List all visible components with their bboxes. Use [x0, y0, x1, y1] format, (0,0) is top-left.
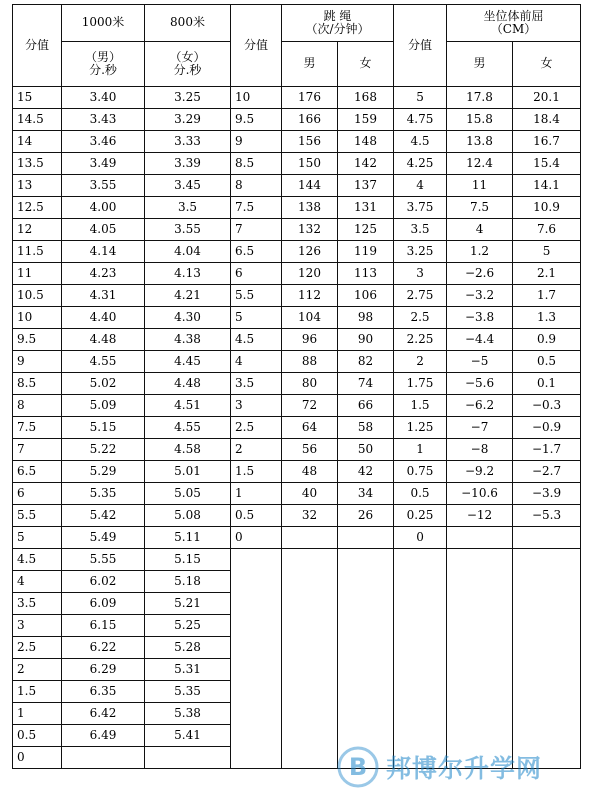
reach-female-cell: −2.7 — [513, 461, 581, 483]
run-1000m-cell: 5.42 — [62, 505, 145, 527]
header-rope — [282, 5, 394, 42]
run-score-cell: 10.5 — [13, 285, 62, 307]
rope-male-cell: 144 — [282, 175, 338, 197]
header-score-run: 分值 — [13, 5, 62, 87]
table-row — [13, 439, 581, 461]
rope-score-cell: 1 — [231, 483, 282, 505]
run-score-cell: 0 — [13, 747, 62, 769]
rope-male-cell: 48 — [282, 461, 338, 483]
table-row — [13, 373, 581, 395]
reach-female-cell: −3.9 — [513, 483, 581, 505]
run-1000m-cell: 6.02 — [62, 571, 145, 593]
run-score-cell: 3 — [13, 615, 62, 637]
table-row — [13, 131, 581, 153]
rope-female-cell: 113 — [338, 263, 394, 285]
run-score-cell: 9.5 — [13, 329, 62, 351]
header-row-2 — [13, 42, 581, 87]
reach-male-cell: 17.8 — [447, 87, 513, 109]
run-1000m-cell: 6.49 — [62, 725, 145, 747]
rope-male-cell: 120 — [282, 263, 338, 285]
rope-male-cell: 150 — [282, 153, 338, 175]
run-1000m-cell: 5.09 — [62, 395, 145, 417]
rope-score-cell: 5.5 — [231, 285, 282, 307]
rope-female-cell: 137 — [338, 175, 394, 197]
reach-score-cell: 4 — [394, 175, 447, 197]
rope-male-cell: 166 — [282, 109, 338, 131]
run-score-cell: 15 — [13, 87, 62, 109]
rope-female-cell: 106 — [338, 285, 394, 307]
header-score-rope: 分值 — [231, 5, 282, 87]
header-1000m-gender: （男） — [84, 49, 121, 64]
reach-male-cell: −9.2 — [447, 461, 513, 483]
header-rope-unit: （次/分钟） — [305, 22, 370, 36]
run-800m-cell: 5.21 — [145, 593, 231, 615]
rope-male-cell: 176 — [282, 87, 338, 109]
run-score-cell: 8.5 — [13, 373, 62, 395]
run-1000m-cell: 4.48 — [62, 329, 145, 351]
run-800m-cell: 5.31 — [145, 659, 231, 681]
reach-female-cell: −5.3 — [513, 505, 581, 527]
reach-score-cell: 1.75 — [394, 373, 447, 395]
run-score-cell: 2.5 — [13, 637, 62, 659]
header-1000m: 1000米 — [62, 5, 145, 42]
reach-male-cell: 11 — [447, 175, 513, 197]
watermark-logo-letter: B — [348, 753, 368, 781]
run-1000m-cell: 3.40 — [62, 87, 145, 109]
run-1000m-cell: 5.02 — [62, 373, 145, 395]
rope-score-cell: 5 — [231, 307, 282, 329]
reach-female-cell: 14.1 — [513, 175, 581, 197]
reach-score-cell: 2.25 — [394, 329, 447, 351]
run-800m-cell: 4.55 — [145, 417, 231, 439]
run-score-cell: 12 — [13, 219, 62, 241]
table-row — [13, 549, 581, 571]
table-row — [13, 285, 581, 307]
watermark — [336, 744, 580, 790]
watermark-logo-icon — [336, 745, 380, 789]
rope-score-cell: 9 — [231, 131, 282, 153]
table-row — [13, 109, 581, 131]
run-score-cell: 4 — [13, 571, 62, 593]
run-1000m-cell: 6.42 — [62, 703, 145, 725]
reach-male-cell: −6.2 — [447, 395, 513, 417]
run-800m-cell: 5.25 — [145, 615, 231, 637]
reach-female-cell: 0.5 — [513, 351, 581, 373]
run-800m-cell: 4.48 — [145, 373, 231, 395]
reach-female-cell: 1.7 — [513, 285, 581, 307]
header-rope-female: 女 — [338, 42, 394, 87]
header-rope-title: 跳 绳 — [323, 8, 352, 23]
reach-male-cell: 13.8 — [447, 131, 513, 153]
run-score-cell: 11.5 — [13, 241, 62, 263]
reach-female-cell: 16.7 — [513, 131, 581, 153]
reach-score-cell: 0 — [394, 527, 447, 549]
rope-male-cell: 156 — [282, 131, 338, 153]
rope-score-cell: 3.5 — [231, 373, 282, 395]
reach-male-cell: 15.8 — [447, 109, 513, 131]
rope-score-cell: 8.5 — [231, 153, 282, 175]
table-row — [13, 483, 581, 505]
table-row — [13, 241, 581, 263]
reach-score-cell: 2.75 — [394, 285, 447, 307]
rope-female-cell: 125 — [338, 219, 394, 241]
rope-female-cell: 90 — [338, 329, 394, 351]
rope-female-cell: 98 — [338, 307, 394, 329]
run-score-cell: 13.5 — [13, 153, 62, 175]
run-800m-cell: 5.41 — [145, 725, 231, 747]
rope-male-cell: 72 — [282, 395, 338, 417]
rope-female-cell: 66 — [338, 395, 394, 417]
reach-male-cell: −8 — [447, 439, 513, 461]
header-reach-title: 坐位体前屈 — [483, 8, 544, 23]
reach-male-cell: −2.6 — [447, 263, 513, 285]
header-rope-male: 男 — [282, 42, 338, 87]
reach-score-empty-cell — [394, 549, 447, 769]
watermark-text: 邦博尔升学网 — [386, 754, 543, 783]
reach-score-cell: 4.5 — [394, 131, 447, 153]
reach-female-cell: −0.3 — [513, 395, 581, 417]
run-800m-cell: 4.51 — [145, 395, 231, 417]
header-800m-unit: 分.秒 — [173, 63, 202, 77]
run-800m-cell: 3.5 — [145, 197, 231, 219]
reach-female-cell: 7.6 — [513, 219, 581, 241]
run-1000m-cell: 3.43 — [62, 109, 145, 131]
rope-male-cell: 132 — [282, 219, 338, 241]
run-1000m-cell: 5.15 — [62, 417, 145, 439]
reach-score-cell: 3 — [394, 263, 447, 285]
reach-score-cell: 4.25 — [394, 153, 447, 175]
run-score-cell: 5 — [13, 527, 62, 549]
run-score-cell: 8 — [13, 395, 62, 417]
reach-score-cell: 4.75 — [394, 109, 447, 131]
header-reach-female: 女 — [513, 42, 581, 87]
run-800m-cell: 5.38 — [145, 703, 231, 725]
run-1000m-cell: 5.49 — [62, 527, 145, 549]
rope-male-cell: 126 — [282, 241, 338, 263]
run-800m-cell: 4.04 — [145, 241, 231, 263]
reach-score-cell: 1.5 — [394, 395, 447, 417]
table-row — [13, 505, 581, 527]
reach-male-cell: 7.5 — [447, 197, 513, 219]
reach-female-cell: 5 — [513, 241, 581, 263]
rope-male-cell: 138 — [282, 197, 338, 219]
run-800m-cell: 5.35 — [145, 681, 231, 703]
run-score-cell: 14 — [13, 131, 62, 153]
run-score-cell: 13 — [13, 175, 62, 197]
reach-male-cell: 12.4 — [447, 153, 513, 175]
reach-female-cell: 2.1 — [513, 263, 581, 285]
rope-female-cell: 168 — [338, 87, 394, 109]
rope-male-cell: 112 — [282, 285, 338, 307]
reach-score-cell: 3.75 — [394, 197, 447, 219]
rope-male-empty-cell — [282, 549, 338, 769]
table-row — [13, 351, 581, 373]
reach-female-cell: 20.1 — [513, 87, 581, 109]
header-1000m-sub — [62, 42, 145, 87]
table-row — [13, 219, 581, 241]
rope-female-cell: 148 — [338, 131, 394, 153]
reach-male-cell: −10.6 — [447, 483, 513, 505]
run-1000m-cell: 3.55 — [62, 175, 145, 197]
run-1000m-cell: 6.09 — [62, 593, 145, 615]
header-800m-sub — [145, 42, 231, 87]
run-score-cell: 3.5 — [13, 593, 62, 615]
run-800m-cell: 3.29 — [145, 109, 231, 131]
run-800m-cell: 3.55 — [145, 219, 231, 241]
run-score-cell: 7 — [13, 439, 62, 461]
run-score-cell: 9 — [13, 351, 62, 373]
reach-male-cell: 4 — [447, 219, 513, 241]
rope-score-cell: 8 — [231, 175, 282, 197]
rope-male-cell: 56 — [282, 439, 338, 461]
header-1000m-unit: 分.秒 — [89, 63, 117, 77]
rope-score-cell: 2 — [231, 439, 282, 461]
table-row — [13, 417, 581, 439]
run-1000m-cell: 4.00 — [62, 197, 145, 219]
table-row — [13, 153, 581, 175]
rope-female-cell: 58 — [338, 417, 394, 439]
rope-score-cell: 9.5 — [231, 109, 282, 131]
run-score-cell: 11 — [13, 263, 62, 285]
reach-male-cell: −5.6 — [447, 373, 513, 395]
reach-male-empty-cell — [447, 549, 513, 769]
rope-female-cell: 142 — [338, 153, 394, 175]
rope-female-cell: 26 — [338, 505, 394, 527]
reach-male-cell: −3.8 — [447, 307, 513, 329]
run-800m-cell: 4.38 — [145, 329, 231, 351]
table-row — [13, 197, 581, 219]
header-score-reach: 分值 — [394, 5, 447, 87]
rope-score-empty-cell — [231, 549, 282, 769]
reach-male-cell: −12 — [447, 505, 513, 527]
table-row — [13, 461, 581, 483]
run-1000m-cell: 6.35 — [62, 681, 145, 703]
run-1000m-cell: 6.15 — [62, 615, 145, 637]
rope-male-cell: 64 — [282, 417, 338, 439]
run-800m-cell: 5.01 — [145, 461, 231, 483]
header-800m-gender: （女） — [169, 49, 206, 64]
rope-male-cell: 96 — [282, 329, 338, 351]
rope-male-cell: 88 — [282, 351, 338, 373]
reach-male-cell: −3.2 — [447, 285, 513, 307]
rope-score-cell: 4.5 — [231, 329, 282, 351]
run-score-cell: 5.5 — [13, 505, 62, 527]
table-row — [13, 175, 581, 197]
rope-female-empty-cell — [338, 549, 394, 769]
reach-female-cell: 0.1 — [513, 373, 581, 395]
run-1000m-cell: 6.29 — [62, 659, 145, 681]
reach-female-cell: 15.4 — [513, 153, 581, 175]
table-row — [13, 527, 581, 549]
run-800m-cell: 3.33 — [145, 131, 231, 153]
run-score-cell: 6.5 — [13, 461, 62, 483]
header-800m: 800米 — [145, 5, 231, 42]
run-1000m-cell: 5.35 — [62, 483, 145, 505]
rope-female-cell: 82 — [338, 351, 394, 373]
table-row — [13, 395, 581, 417]
run-800m-cell: 5.08 — [145, 505, 231, 527]
reach-male-cell: −4.4 — [447, 329, 513, 351]
table-row — [13, 87, 581, 109]
reach-male-cell: −5 — [447, 351, 513, 373]
run-1000m-cell: 5.22 — [62, 439, 145, 461]
reach-score-cell: 1 — [394, 439, 447, 461]
rope-male-cell: 80 — [282, 373, 338, 395]
header-row-1 — [13, 5, 581, 42]
run-800m-cell: 5.15 — [145, 549, 231, 571]
reach-score-cell: 1.25 — [394, 417, 447, 439]
run-800m-cell: 3.25 — [145, 87, 231, 109]
table-row — [13, 329, 581, 351]
reach-score-cell: 2 — [394, 351, 447, 373]
rope-score-cell: 7.5 — [231, 197, 282, 219]
run-1000m-cell: 3.49 — [62, 153, 145, 175]
run-1000m-cell: 4.05 — [62, 219, 145, 241]
run-score-cell: 0.5 — [13, 725, 62, 747]
reach-male-cell: 1.2 — [447, 241, 513, 263]
rope-score-cell: 6 — [231, 263, 282, 285]
reach-female-cell: −0.9 — [513, 417, 581, 439]
run-800m-cell: 5.05 — [145, 483, 231, 505]
rope-female-cell: 159 — [338, 109, 394, 131]
reach-female-cell: 10.9 — [513, 197, 581, 219]
run-1000m-cell: 5.29 — [62, 461, 145, 483]
reach-male-cell: −7 — [447, 417, 513, 439]
rope-male-cell: 104 — [282, 307, 338, 329]
run-800m-cell: 4.45 — [145, 351, 231, 373]
run-1000m-cell: 4.23 — [62, 263, 145, 285]
run-score-cell: 1 — [13, 703, 62, 725]
run-800m-cell: 4.30 — [145, 307, 231, 329]
table-row — [13, 263, 581, 285]
rope-female-cell: 42 — [338, 461, 394, 483]
run-800m-cell: 5.18 — [145, 571, 231, 593]
reach-score-cell: 2.5 — [394, 307, 447, 329]
reach-score-cell: 5 — [394, 87, 447, 109]
reach-female-cell: 18.4 — [513, 109, 581, 131]
rope-male-cell: 32 — [282, 505, 338, 527]
header-reach-unit: （CM） — [490, 22, 537, 36]
rope-female-cell: 119 — [338, 241, 394, 263]
rope-male-cell: 40 — [282, 483, 338, 505]
run-1000m-cell: 4.31 — [62, 285, 145, 307]
rope-female-cell: 34 — [338, 483, 394, 505]
run-800m-cell: 3.39 — [145, 153, 231, 175]
run-score-cell: 7.5 — [13, 417, 62, 439]
header-reach-male: 男 — [447, 42, 513, 87]
reach-score-cell: 0.75 — [394, 461, 447, 483]
run-score-cell: 14.5 — [13, 109, 62, 131]
run-1000m-cell — [62, 747, 145, 769]
rope-female-cell: 131 — [338, 197, 394, 219]
run-score-cell: 12.5 — [13, 197, 62, 219]
run-score-cell: 6 — [13, 483, 62, 505]
run-1000m-cell: 4.40 — [62, 307, 145, 329]
run-800m-cell: 4.13 — [145, 263, 231, 285]
run-800m-cell: 4.58 — [145, 439, 231, 461]
header-reach — [447, 5, 581, 42]
run-800m-cell: 5.28 — [145, 637, 231, 659]
run-score-cell: 10 — [13, 307, 62, 329]
reach-male-cell — [447, 527, 513, 549]
table-row — [13, 307, 581, 329]
rope-score-cell: 4 — [231, 351, 282, 373]
rope-score-cell: 0.5 — [231, 505, 282, 527]
rope-female-cell: 50 — [338, 439, 394, 461]
reach-female-empty-cell — [513, 549, 581, 769]
run-1000m-cell: 5.55 — [62, 549, 145, 571]
run-800m-cell: 3.45 — [145, 175, 231, 197]
run-score-cell: 2 — [13, 659, 62, 681]
rope-score-cell: 0 — [231, 527, 282, 549]
rope-female-cell: 74 — [338, 373, 394, 395]
reach-score-cell: 3.5 — [394, 219, 447, 241]
run-1000m-cell: 6.22 — [62, 637, 145, 659]
run-1000m-cell: 4.14 — [62, 241, 145, 263]
table-body — [13, 87, 581, 769]
run-score-cell: 1.5 — [13, 681, 62, 703]
run-800m-cell — [145, 747, 231, 769]
run-1000m-cell: 4.55 — [62, 351, 145, 373]
rope-score-cell: 7 — [231, 219, 282, 241]
reach-female-cell: 1.3 — [513, 307, 581, 329]
run-800m-cell: 5.11 — [145, 527, 231, 549]
reach-score-cell: 3.25 — [394, 241, 447, 263]
rope-score-cell: 3 — [231, 395, 282, 417]
reach-female-cell: 0.9 — [513, 329, 581, 351]
rope-male-cell — [282, 527, 338, 549]
rope-female-cell — [338, 527, 394, 549]
run-score-cell: 4.5 — [13, 549, 62, 571]
reach-female-cell: −1.7 — [513, 439, 581, 461]
rope-score-cell: 2.5 — [231, 417, 282, 439]
reach-female-cell — [513, 527, 581, 549]
score-standards-table — [12, 4, 581, 769]
reach-score-cell: 0.5 — [394, 483, 447, 505]
rope-score-cell: 10 — [231, 87, 282, 109]
run-1000m-cell: 3.46 — [62, 131, 145, 153]
reach-score-cell: 0.25 — [394, 505, 447, 527]
rope-score-cell: 6.5 — [231, 241, 282, 263]
run-800m-cell: 4.21 — [145, 285, 231, 307]
rope-score-cell: 1.5 — [231, 461, 282, 483]
